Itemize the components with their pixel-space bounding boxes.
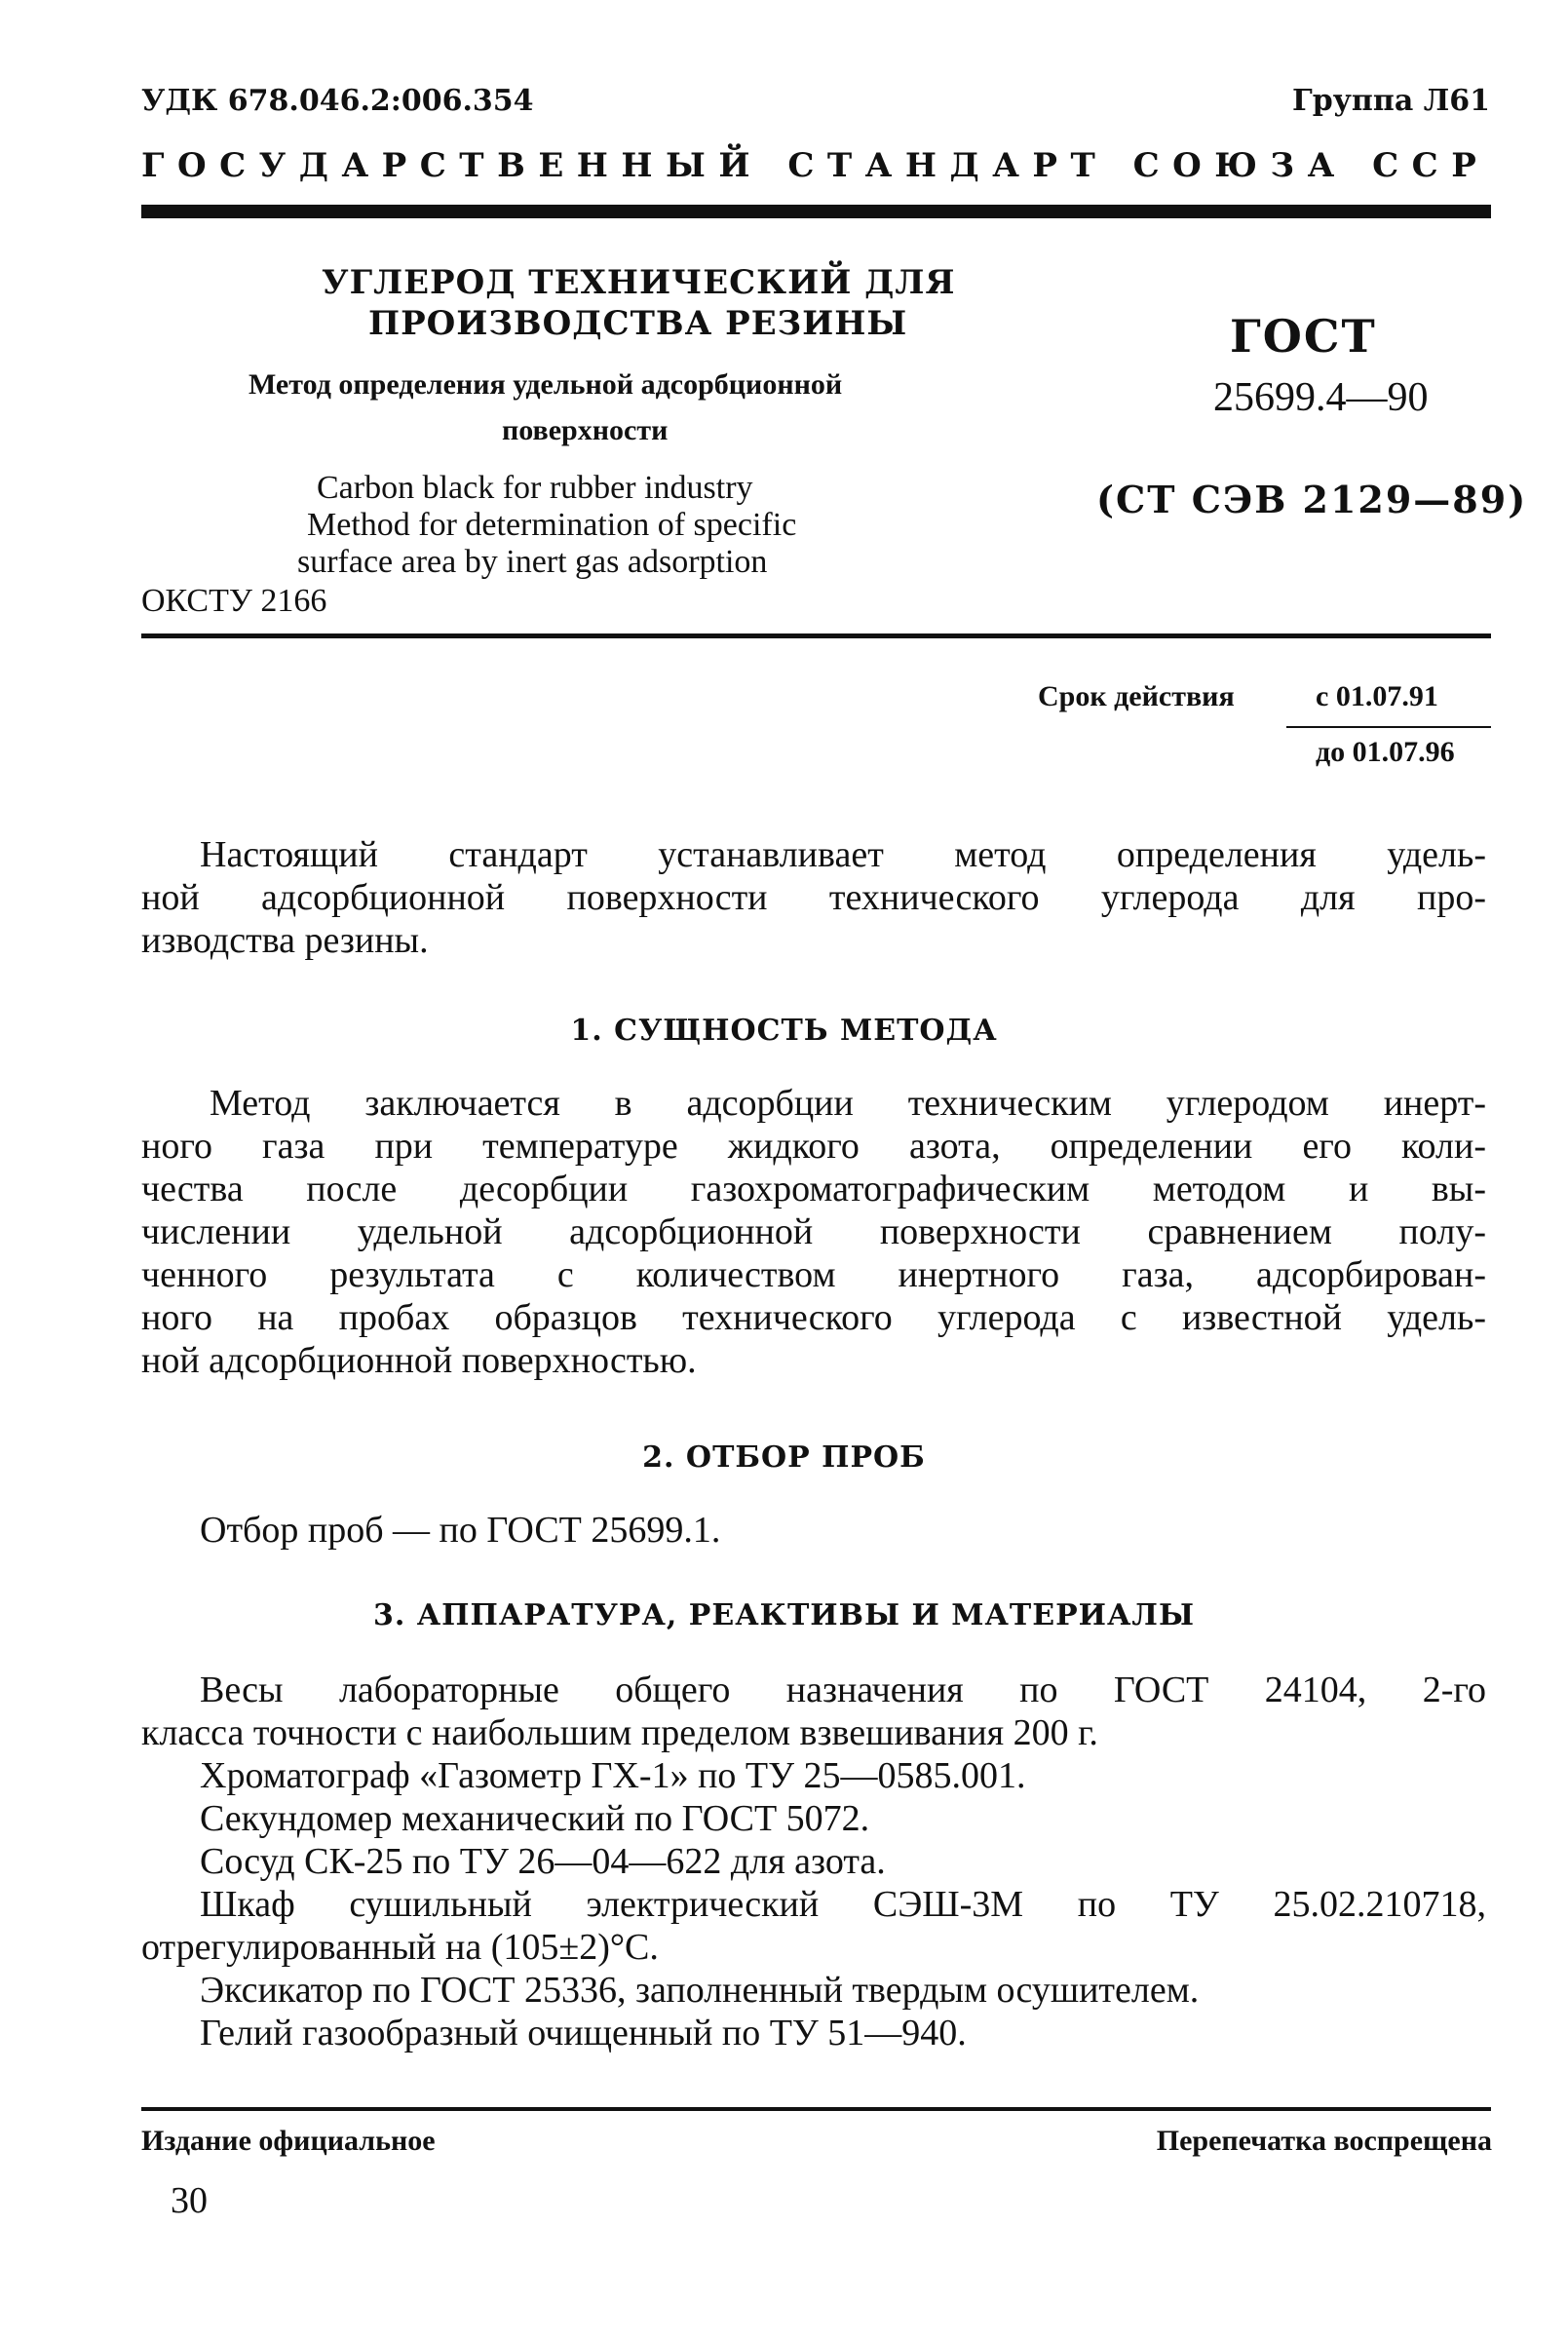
section3-line: отрегулированный на (105±2)°С. xyxy=(141,1927,659,1968)
state-standard-banner: ГОСУДАРСТВЕННЫЙ СТАНДАРТ СОЮЗА ССР xyxy=(141,146,1490,185)
section1-line: чества после десорбции газохроматографическим методом и вы- xyxy=(141,1169,1486,1209)
doc-title-line1: УГЛЕРОД ТЕХНИЧЕСКИЙ ДЛЯ xyxy=(322,263,956,302)
section3-item1 xyxy=(141,1669,1486,1754)
english-title-line2: Method for determination of specific xyxy=(307,507,797,543)
english-title-line1: Carbon black for rubber industry xyxy=(317,470,753,506)
section3-item3: Секундомер механический по ГОСТ 5072. xyxy=(200,1798,870,1839)
section1-line: числении удельной адсорбционной поверхности сравнением полу- xyxy=(141,1211,1486,1252)
section2-text: Отбор проб — по ГОСТ 25699.1. xyxy=(200,1510,721,1551)
section1-line: ного газа при температуре жидкого азота, определении его коли- xyxy=(141,1126,1486,1167)
section3-heading: 3. АППАРАТУРА, РЕАКТИВЫ И МАТЕРИАЛЫ xyxy=(372,1598,1196,1632)
title-block-rule xyxy=(141,633,1491,638)
intro-paragraph xyxy=(141,833,1486,962)
doc-subtitle-line2: поверхности xyxy=(502,414,669,446)
section1-line: ной адсорбционной поверхностью. xyxy=(141,1340,697,1381)
validity-from: с 01.07.91 xyxy=(1316,680,1438,712)
gost-number: 25699.4—90 xyxy=(1213,375,1429,420)
st-sev-number: (СТ СЭВ 2129—89) xyxy=(1096,478,1528,521)
section1-line: Метод заключается в адсорбции техническим углеродом инерт- xyxy=(210,1083,1486,1124)
section3-item7: Гелий газообразный очищенный по ТУ 51—940. xyxy=(200,2013,967,2053)
section1-line: ченного результата с количеством инертного газа, адсорбирован- xyxy=(141,1254,1486,1295)
english-title-line3: surface area by inert gas adsorption xyxy=(297,544,768,580)
validity-rule xyxy=(1286,726,1491,728)
footer-rule xyxy=(141,2107,1491,2111)
okstu-code: ОКСТУ 2166 xyxy=(141,583,327,619)
page-number: 30 xyxy=(171,2180,208,2221)
section1-heading: 1. СУЩНОСТЬ МЕТОДА xyxy=(570,1014,998,1048)
validity-to: до 01.07.96 xyxy=(1316,736,1455,768)
doc-subtitle-line1: Метод определения удельной адсорбционной xyxy=(249,368,843,401)
header-thick-rule xyxy=(141,205,1491,218)
udk-code: УДК 678.046.2:006.354 xyxy=(141,84,534,118)
section3-line: Весы лабораторные общего назначения по ГОСТ 24104, 2-го xyxy=(200,1669,1486,1710)
doc-title-line2: ПРОИЗВОДСТВА РЕЗИНЫ xyxy=(368,304,908,343)
reprint-note: Перепечатка воспрещена xyxy=(1156,2125,1492,2157)
intro-line: Настоящий стандарт устанавливает метод определения удель- xyxy=(200,834,1486,875)
intro-line: изводства резины. xyxy=(141,920,429,961)
section2-heading: 2. ОТБОР ПРОБ xyxy=(642,1440,926,1475)
section3-item6: Эксикатор по ГОСТ 25336, заполненный твердым осушителем. xyxy=(200,1970,1200,2011)
section3-line: Шкаф сушильный электрический СЭШ-3М по ТУ 25.02.210718, xyxy=(200,1884,1486,1925)
edition-note: Издание официальное xyxy=(141,2125,436,2157)
group-code: Группа Л61 xyxy=(1292,84,1490,118)
section3-item5 xyxy=(141,1883,1486,1969)
section1-paragraph xyxy=(141,1082,1486,1382)
validity-label: Срок действия xyxy=(1038,680,1235,712)
intro-line: ной адсорбционной поверхности технического углерода для про- xyxy=(141,877,1486,918)
gost-label: ГОСТ xyxy=(1230,310,1377,363)
section3-item2: Хроматограф «Газометр ГХ-1» по ТУ 25—0585.001. xyxy=(200,1755,1026,1796)
section3-line: класса точности с наибольшим пределом взвешивания 200 г. xyxy=(141,1712,1098,1753)
section1-line: ного на пробах образцов технического углерода с известной удель- xyxy=(141,1297,1486,1338)
section3-item4: Сосуд СК-25 по ТУ 26—04—622 для азота. xyxy=(200,1841,886,1882)
